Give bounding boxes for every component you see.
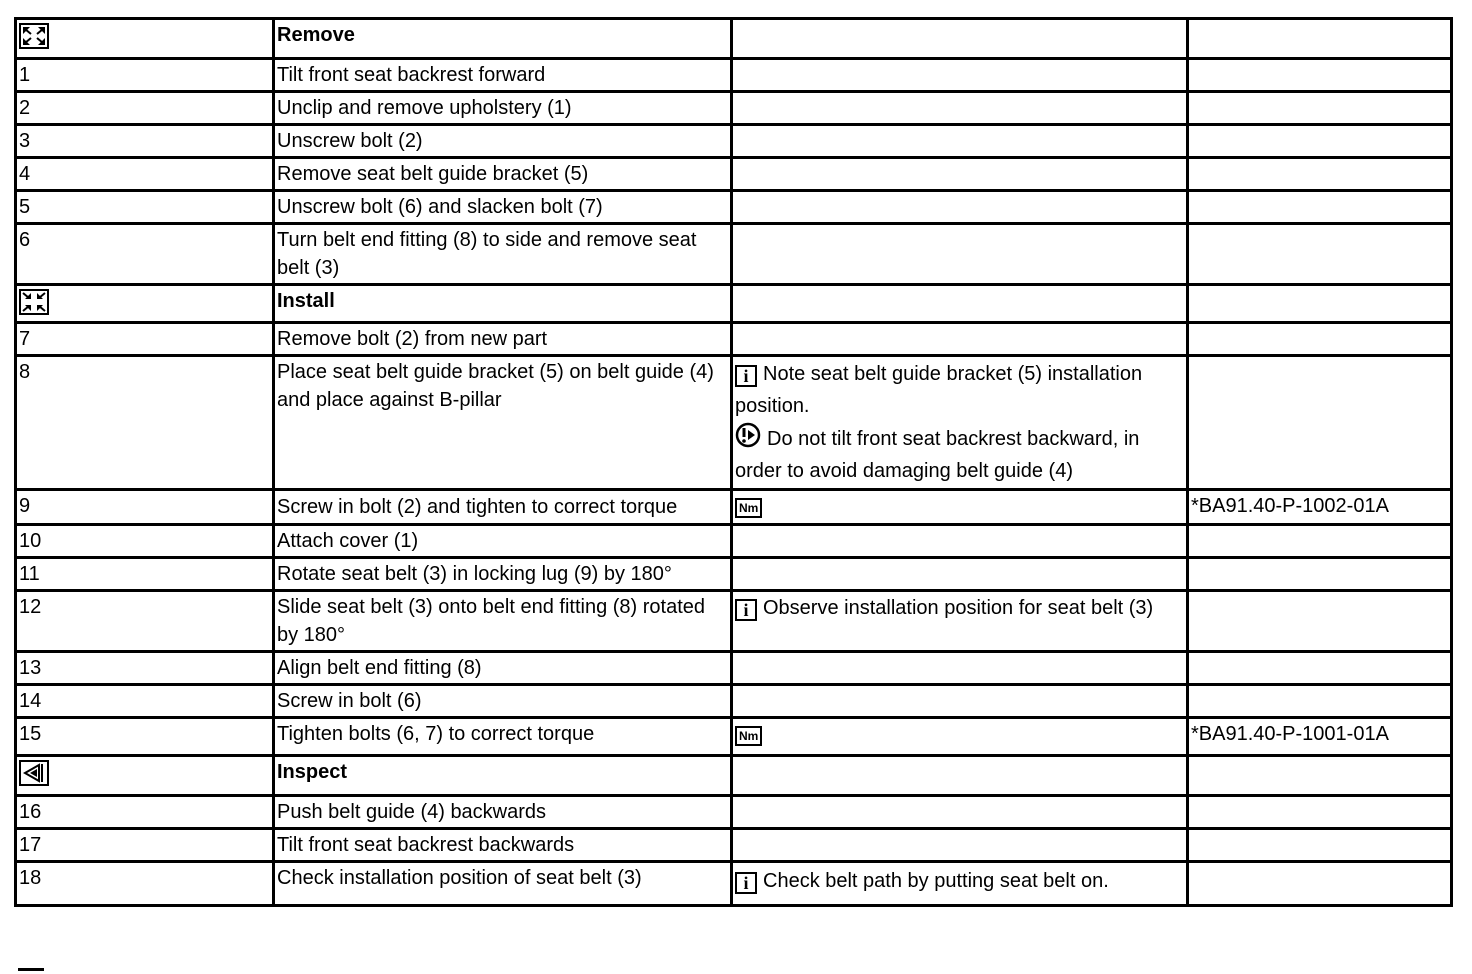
ref-cell bbox=[1188, 356, 1452, 490]
step-number: 17 bbox=[16, 829, 274, 862]
table-row bbox=[16, 158, 1452, 191]
step-number: 3 bbox=[16, 125, 274, 158]
step-number: 1 bbox=[16, 59, 274, 92]
table-row bbox=[16, 685, 1452, 718]
table-row bbox=[16, 490, 1452, 525]
section-icon-cell bbox=[16, 19, 274, 59]
step-number: 11 bbox=[16, 558, 274, 591]
step-action: Remove bolt (2) from new part bbox=[274, 323, 732, 356]
table-row bbox=[16, 224, 1452, 285]
info-icon: i bbox=[735, 599, 757, 621]
table-row bbox=[16, 796, 1452, 829]
step-action: Unscrew bolt (2) bbox=[274, 125, 732, 158]
table-row bbox=[16, 591, 1452, 652]
ref-cell[interactable]: *BA91.40-P-1001-01A bbox=[1188, 718, 1452, 756]
section-row-install bbox=[16, 285, 1452, 323]
warning-icon bbox=[735, 422, 761, 448]
step-number: 14 bbox=[16, 685, 274, 718]
torque-nm-icon: Nm bbox=[735, 498, 762, 518]
ref-cell[interactable]: *BA91.40-P-1002-01A bbox=[1188, 490, 1452, 525]
section-title: Install bbox=[274, 285, 732, 323]
inspect-arrow-icon bbox=[19, 760, 49, 786]
step-action: Attach cover (1) bbox=[274, 525, 732, 558]
step-number: 6 bbox=[16, 224, 274, 285]
section-icon-cell bbox=[16, 285, 274, 323]
page-footer-mark bbox=[18, 968, 44, 971]
ref-cell bbox=[1188, 285, 1452, 323]
note-cell bbox=[732, 718, 1188, 756]
note-cell bbox=[732, 490, 1188, 525]
info-note-text: Check belt path by putting seat belt on. bbox=[763, 870, 1109, 892]
note-cell bbox=[732, 525, 1188, 558]
step-action: Check installation position of seat belt (3) bbox=[274, 862, 732, 906]
table-row bbox=[16, 829, 1452, 862]
ref-cell bbox=[1188, 756, 1452, 796]
step-number: 5 bbox=[16, 191, 274, 224]
ref-cell bbox=[1188, 796, 1452, 829]
ref-cell bbox=[1188, 829, 1452, 862]
section-row-remove bbox=[16, 19, 1452, 59]
table-row bbox=[16, 59, 1452, 92]
step-action: Push belt guide (4) backwards bbox=[274, 796, 732, 829]
ref-cell bbox=[1188, 685, 1452, 718]
expand-arrows-icon bbox=[19, 23, 49, 49]
note-cell bbox=[732, 356, 1188, 490]
info-icon: i bbox=[735, 872, 757, 894]
table-row bbox=[16, 718, 1452, 756]
warning-note bbox=[735, 422, 1186, 487]
collapse-arrows-icon bbox=[19, 289, 49, 315]
step-number: 16 bbox=[16, 796, 274, 829]
ref-cell bbox=[1188, 59, 1452, 92]
step-action: Rotate seat belt (3) in locking lug (9) by 180° bbox=[274, 558, 732, 591]
step-action: Unscrew bolt (6) and slacken bolt (7) bbox=[274, 191, 732, 224]
torque-nm-icon: Nm bbox=[735, 726, 762, 746]
info-note-text: Note seat belt guide bracket (5) installation position. bbox=[735, 363, 1143, 417]
note-cell bbox=[732, 829, 1188, 862]
info-note-text: Observe installation position for seat belt (3) bbox=[763, 597, 1154, 619]
step-action: Tilt front seat backrest backwards bbox=[274, 829, 732, 862]
section-row-inspect bbox=[16, 756, 1452, 796]
ref-cell bbox=[1188, 191, 1452, 224]
table-row bbox=[16, 652, 1452, 685]
note-cell bbox=[732, 158, 1188, 191]
note-cell bbox=[732, 756, 1188, 796]
note-cell bbox=[732, 323, 1188, 356]
section-title: Inspect bbox=[274, 756, 732, 796]
step-number: 8 bbox=[16, 356, 274, 490]
step-action: Align belt end fitting (8) bbox=[274, 652, 732, 685]
table-row bbox=[16, 92, 1452, 125]
step-number: 7 bbox=[16, 323, 274, 356]
table-row bbox=[16, 862, 1452, 906]
note-cell bbox=[732, 796, 1188, 829]
table-row bbox=[16, 558, 1452, 591]
step-action: Place seat belt guide bracket (5) on belt guide (4) and place against B-pillar bbox=[274, 356, 732, 490]
step-action: Screw in bolt (6) bbox=[274, 685, 732, 718]
procedure-table bbox=[14, 17, 1453, 907]
info-note bbox=[735, 358, 1186, 422]
step-number: 13 bbox=[16, 652, 274, 685]
ref-cell bbox=[1188, 158, 1452, 191]
step-number: 4 bbox=[16, 158, 274, 191]
ref-cell bbox=[1188, 92, 1452, 125]
note-cell bbox=[732, 59, 1188, 92]
note-cell bbox=[732, 591, 1188, 652]
note-cell bbox=[732, 285, 1188, 323]
step-action: Slide seat belt (3) onto belt end fitting (8) rotated by 180° bbox=[274, 591, 732, 652]
step-number: 18 bbox=[16, 862, 274, 906]
note-cell bbox=[732, 685, 1188, 718]
note-cell bbox=[732, 92, 1188, 125]
table-row bbox=[16, 125, 1452, 158]
step-number: 12 bbox=[16, 591, 274, 652]
ref-cell bbox=[1188, 125, 1452, 158]
ref-cell bbox=[1188, 323, 1452, 356]
step-action: Turn belt end fitting (8) to side and remove seat belt (3) bbox=[274, 224, 732, 285]
ref-cell bbox=[1188, 224, 1452, 285]
step-number: 15 bbox=[16, 718, 274, 756]
ref-cell bbox=[1188, 862, 1452, 906]
note-cell bbox=[732, 224, 1188, 285]
table-row bbox=[16, 525, 1452, 558]
warning-note-text: Do not tilt front seat backrest backward, in order to avoid damaging belt guide (4) bbox=[735, 428, 1140, 482]
note-cell bbox=[732, 125, 1188, 158]
step-action: Tighten bolts (6, 7) to correct torque bbox=[274, 718, 732, 756]
step-action: Screw in bolt (2) and tighten to correct torque bbox=[274, 490, 732, 525]
note-cell bbox=[732, 19, 1188, 59]
step-action: Tilt front seat backrest forward bbox=[274, 59, 732, 92]
ref-cell bbox=[1188, 525, 1452, 558]
info-icon: i bbox=[735, 365, 757, 387]
section-icon-cell bbox=[16, 756, 274, 796]
note-cell bbox=[732, 652, 1188, 685]
step-action: Unclip and remove upholstery (1) bbox=[274, 92, 732, 125]
section-title: Remove bbox=[274, 19, 732, 59]
step-number: 2 bbox=[16, 92, 274, 125]
step-number: 9 bbox=[16, 490, 274, 525]
table-row bbox=[16, 191, 1452, 224]
step-action: Remove seat belt guide bracket (5) bbox=[274, 158, 732, 191]
note-cell bbox=[732, 558, 1188, 591]
step-number: 10 bbox=[16, 525, 274, 558]
ref-cell bbox=[1188, 558, 1452, 591]
ref-cell bbox=[1188, 19, 1452, 59]
ref-cell bbox=[1188, 652, 1452, 685]
table-row bbox=[16, 356, 1452, 490]
note-cell bbox=[732, 862, 1188, 906]
note-cell bbox=[732, 191, 1188, 224]
ref-cell bbox=[1188, 591, 1452, 652]
table-row bbox=[16, 323, 1452, 356]
